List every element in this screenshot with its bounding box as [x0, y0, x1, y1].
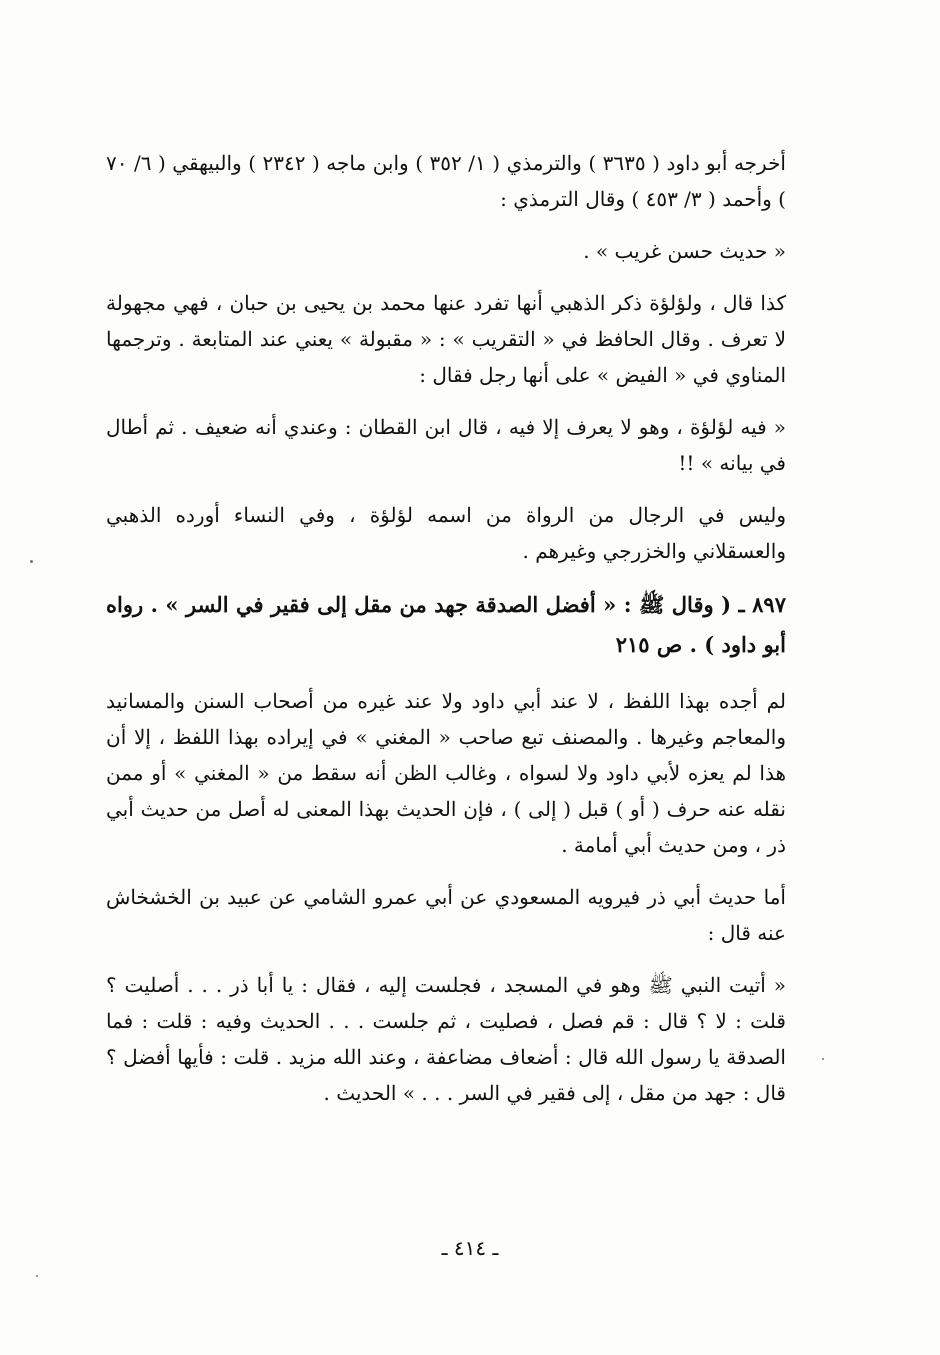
- paragraph-munawi-quote: « فيه لؤلؤة ، وهو لا يعرف إلا فيه ، قال ابن القطان : وعندي أنه ضعيف . ثم أطال في بيانه » !!: [106, 415, 786, 475]
- page-number: ـ ٤١٤ ـ: [441, 1236, 499, 1260]
- page-body: [106, 145, 786, 1127]
- scan-speck: [822, 1058, 824, 1060]
- paragraph-abu-dharr-chain: أما حديث أبي ذر فيرويه المسعودي عن أبي عمرو الشامي عن عبيد بن الخشخاش عنه قال :: [106, 885, 786, 945]
- scan-speck: [36, 1275, 38, 1277]
- paragraph-abu-dharr-hadith: « أتيت النبي ﷺ وهو في المسجد ، فجلست إليه ، فقال : يا أبا ذر . . . أصليت ؟ قلت : لا ؟ قال : قم فصل ، فصليت ، ثم جلست . . . الحديث وفيه : قلت : فما الصدقة يا رسول الله قال : أضعاف مضاعفة ، وعند الله مزيد . قلت : فأيها أفضل ؟ قال : جهد من مقل ، إلى فقير في السر . . . » الحديث .: [106, 973, 786, 1105]
- paragraph-luluah-narrator: كذا قال ، ولؤلؤة ذكر الذهبي أنها تفرد عنها محمد بن يحيى بن حبان ، فهي مجهولة لا تعرف . وقال الحافظ في « التقريب » : « مقبولة » يعني عند المتابعة . وترجمها المناوي في « الفيض » على أنها رجل فقال :: [106, 291, 786, 387]
- paragraph-narrators-note: وليس في الرجال من الرواة من اسمه لؤلؤة ، وفي النساء أورده الذهبي والعسقلاني والخزرجي وغيرهم .: [106, 503, 786, 563]
- paragraph-takhrij: أخرجه أبو داود ( ٣٦٣٥ ) والترمذي ( ١/ ٣٥٢ ) وابن ماجه ( ٢٣٤٢ ) والبيهقي ( ٦/ ٧٠ ) وأحمد ( ٣/ ٤٥٣ ) وقال الترمذي :: [106, 151, 786, 211]
- scan-speck: [30, 560, 33, 563]
- paragraph-tirmidhi-quote: « حديث حسن غريب » .: [583, 239, 786, 263]
- hadith-897: ٨٩٧ ـ ( وقال ﷺ : « أفضل الصدقة جهد من مقل إلى فقير في السر » . رواه أبو داود ) . ص ٢١٥: [106, 592, 786, 657]
- paragraph-commentary: لم أجده بهذا اللفظ ، لا عند أبي داود ولا عند غيره من أصحاب السنن والمسانيد والمعاجم وغيرها . والمصنف تبع صاحب « المغني » في إيراده بهذا اللفظ ، إلا أن هذا لم يعزه لأبي داود ولا لسواه ، وغالب الظن أنه سقط من « المغني » أو ممن نقله عنه حرف ( أو ) قبل ( إلى ) ، فإن الحديث بهذا المعنى له أصل من حديث أبي ذر ، ومن حديث أبي أمامة .: [106, 689, 786, 857]
